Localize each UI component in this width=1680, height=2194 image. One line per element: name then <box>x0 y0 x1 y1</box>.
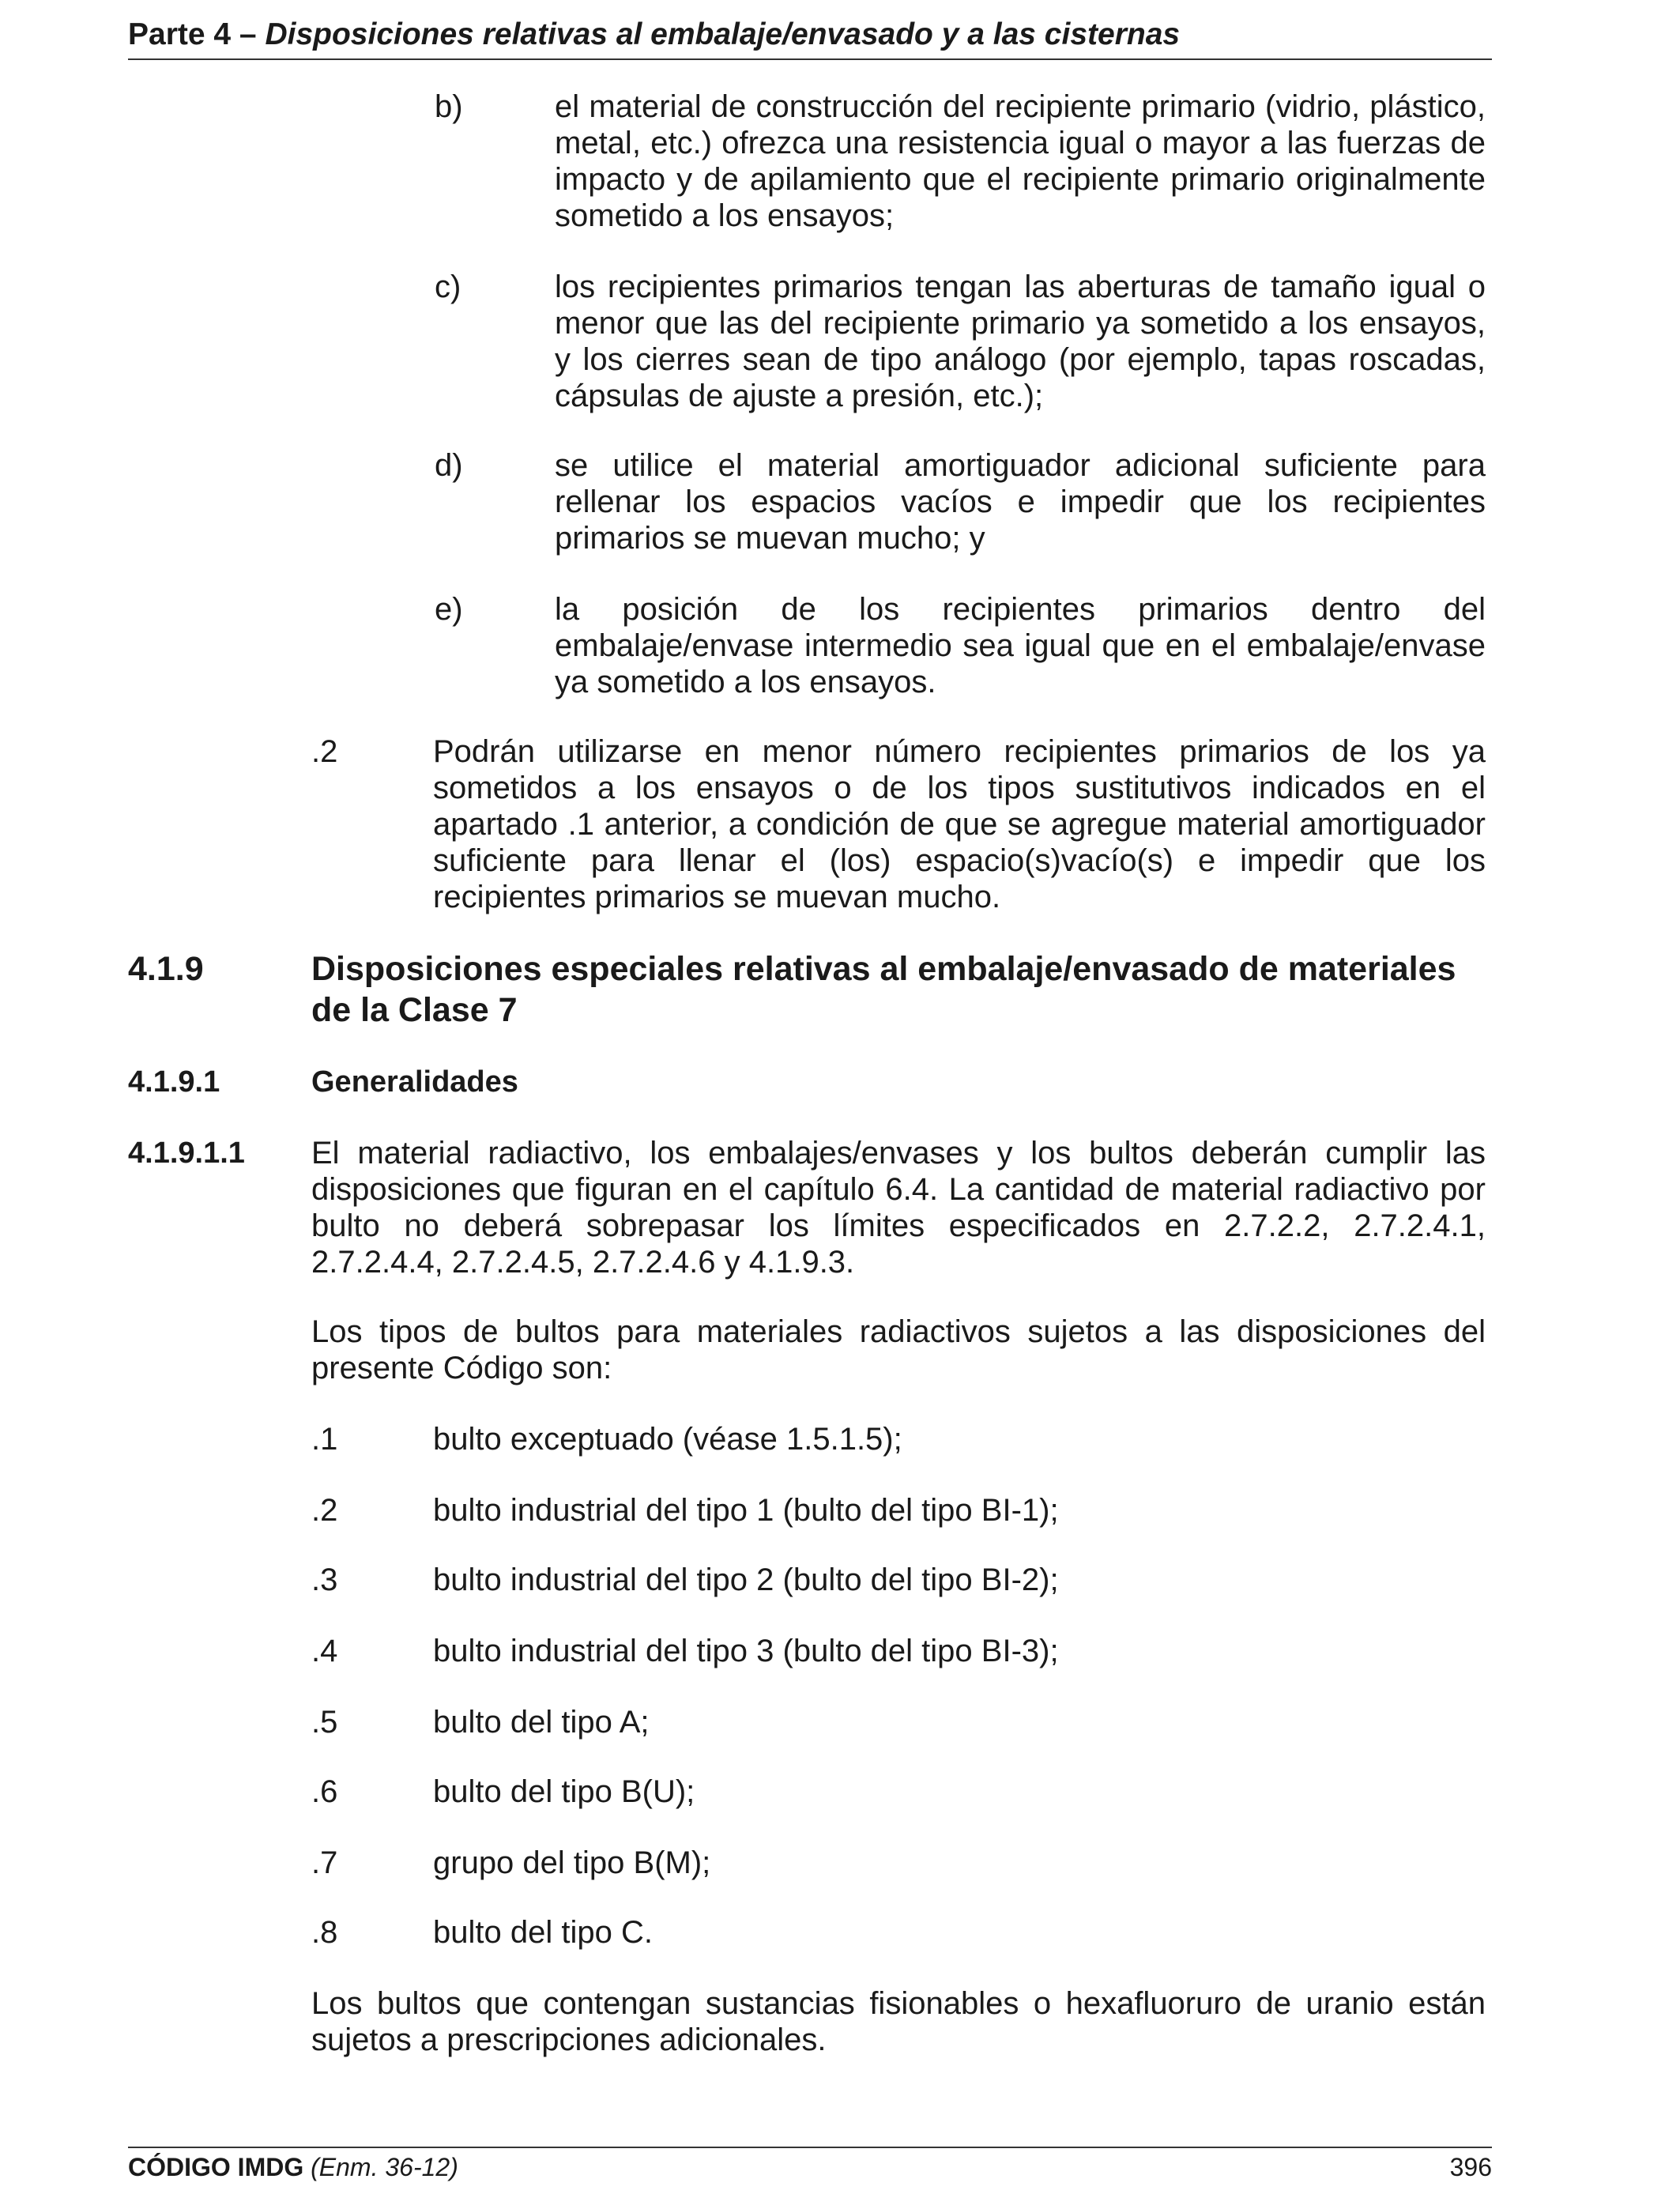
list-item: bulto exceptuado (véase 1.5.1.5); <box>433 1422 902 1457</box>
para-text: Podrán utilizarse en menor número recipientes primarios de los ya sometidos a los ensayos o de los tipos sustitutivos indicados en el apartado .1 anterior, a condición de que se agregue material amortiguador suficiente para llenar el (los) espacio(s)vacío(s) e impedir que los recipientes primarios se muevan mucho. <box>433 734 1486 914</box>
section-number: 4.1.9 <box>128 950 204 988</box>
list-label: .7 <box>311 1845 338 1880</box>
list-label: .5 <box>311 1705 338 1740</box>
list-item: bulto del tipo A; <box>433 1705 650 1740</box>
clause-text: El material radiactivo, los embalajes/envases y los bultos deberán cumplir las disposiciones que figuran en el capítulo 6.4. La cantidad de material radiactivo por bulto no deberá sobrepasar los límites especificados en 2.7.2.2, 2.7.2.4.1, 2.7.2.4.4, 2.7.2.4.5, 2.7.2.4.6 y 4.1.9.3. <box>311 1136 1486 1280</box>
footer-edition: (Enm. 36-12) <box>311 2153 458 2181</box>
subsection-number: 4.1.9.1 <box>128 1065 220 1099</box>
clause-closing: Los bultos que contengan sustancias fisionables o hexafluoruro de uranio están sujetos a prescripciones adicionales. <box>311 1986 1486 2057</box>
list-item: bulto industrial del tipo 3 (bulto del tipo BI-3); <box>433 1634 1059 1668</box>
list-item: bulto industrial del tipo 2 (bulto del tipo BI-2); <box>433 1563 1059 1597</box>
clause-intro: Los tipos de bultos para materiales radiactivos sujetos a las disposiciones del presente Código son: <box>311 1314 1486 1385</box>
list-label: .8 <box>311 1915 338 1950</box>
item-label: c) <box>435 270 461 304</box>
subsection-title: Generalidades <box>311 1065 518 1099</box>
page-footer <box>128 2147 1492 2185</box>
list-label: .2 <box>311 1493 338 1528</box>
item-text: el material de construcción del recipiente primario (vidrio, plástico, metal, etc.) ofrezca una resistencia igual o mayor a las fuerzas de impacto y de apilamiento que el recipiente primario originalmente sometido a los ensayos; <box>555 89 1486 233</box>
page-header <box>128 11 1492 60</box>
list-item: bulto del tipo B(U); <box>433 1774 695 1809</box>
item-text: se utilice el material amortiguador adicional suficiente para rellenar los espacios vacíos e impedir que los recipientes primarios se muevan mucho; y <box>555 448 1486 556</box>
list-item: bulto del tipo C. <box>433 1915 653 1950</box>
clause-number: 4.1.9.1.1 <box>128 1137 245 1170</box>
para-label: .2 <box>311 734 338 769</box>
footer-title: CÓDIGO IMDG <box>128 2153 304 2181</box>
item-label: b) <box>435 89 463 124</box>
header-part: Parte 4 – <box>128 17 266 51</box>
item-label: e) <box>435 592 463 627</box>
item-text: los recipientes primarios tengan las aberturas de tamaño igual o menor que las del recipiente primario ya sometido a los ensayos, y los cierres sean de tipo análogo (por ejemplo, tapas roscadas, cápsulas de ajuste a presión, etc.); <box>555 270 1486 413</box>
list-label: .6 <box>311 1774 338 1809</box>
page-number: 396 <box>1449 2153 1492 2181</box>
header-title: Disposiciones relativas al embalaje/envasado y a las cisternas <box>265 17 1181 51</box>
list-label: .3 <box>311 1563 338 1597</box>
list-item: grupo del tipo B(M); <box>433 1845 711 1880</box>
section-title: Disposiciones especiales relativas al embalaje/envasado de materiales de la Clase 7 <box>311 950 1456 1029</box>
item-label: d) <box>435 448 463 483</box>
list-item: bulto industrial del tipo 1 (bulto del tipo BI-1); <box>433 1493 1059 1528</box>
list-label: .4 <box>311 1634 338 1668</box>
list-label: .1 <box>311 1422 338 1457</box>
item-text: la posición de los recipientes primarios dentro del embalaje/envase intermedio sea igual que en el embalaje/envase ya sometido a los ensayos. <box>555 592 1486 699</box>
